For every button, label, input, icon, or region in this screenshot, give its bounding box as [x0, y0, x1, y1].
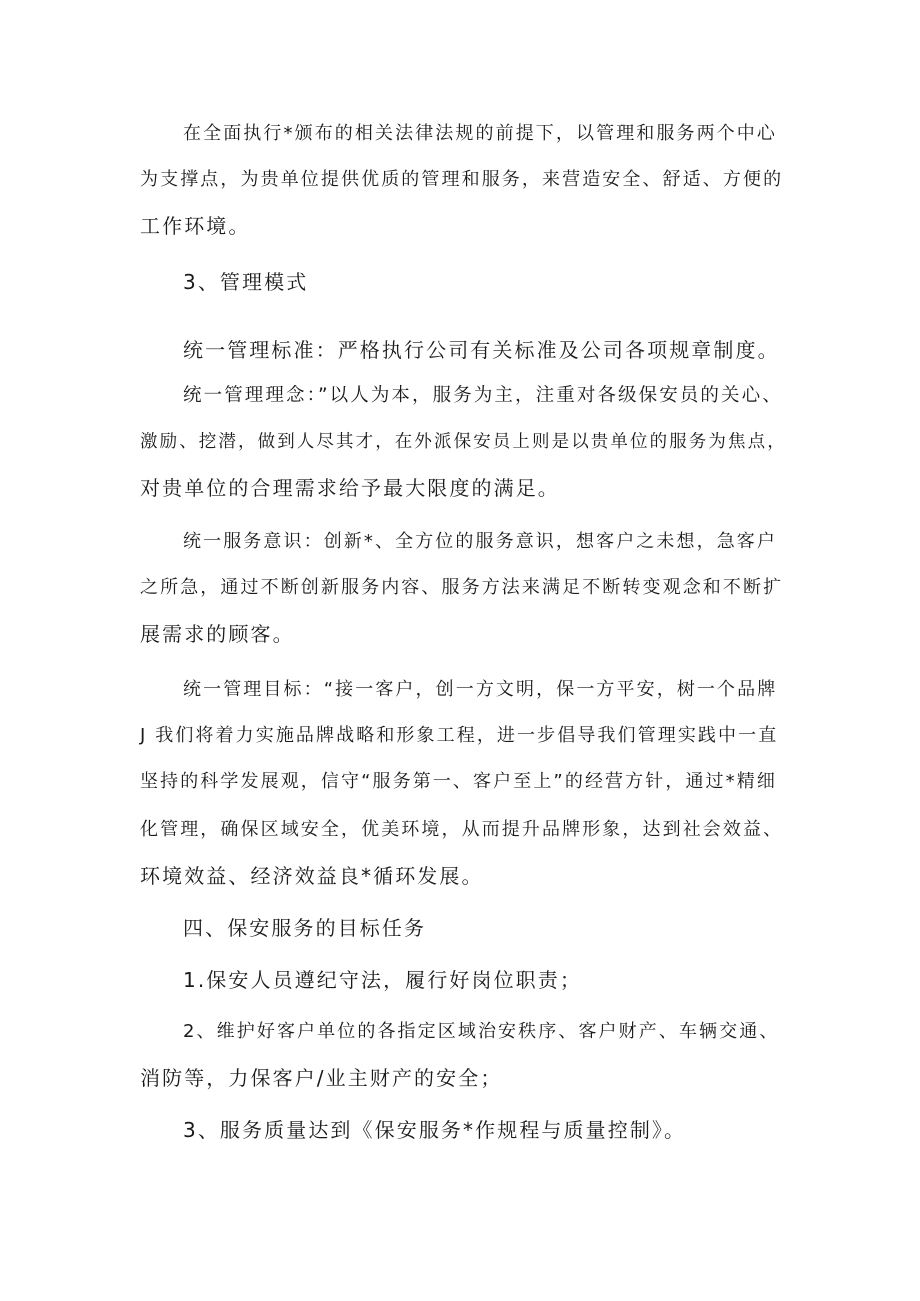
- task-2-line-1: 2、维护好客户单位的各指定区域治安秩序、客户财产、车辆交通、: [183, 1021, 780, 1042]
- unified-goal-line-5: 环境效益、经济效益良*循环发展。: [140, 864, 484, 888]
- unified-service-line-2: 之所急，通过不断创新服务内容、服务方法来满足不断转变观念和不断扩: [140, 577, 784, 598]
- unified-concept-line-2: 激励、挖潜，做到人尽其才，在外派保安员上则是以贵单位的服务为焦点，: [140, 432, 787, 452]
- section-heading-objectives: 四、保安服务的目标任务: [183, 916, 427, 940]
- unified-service-line-1: 统一服务意识：创新*、全方位的服务意识，想客户之未想，急客户: [183, 531, 777, 552]
- unified-goal-line-1: 统一管理目标：“接一客户，创一方文明，保一方平安，树一个品牌: [183, 679, 778, 700]
- section-heading-management-mode: 3、管理模式: [183, 270, 309, 294]
- unified-concept-line-3: 对贵单位的合理需求给予最大限度的满足。: [140, 476, 560, 500]
- unified-standard-line-1: 统一管理标准：严格执行公司有关标准及公司各项规章制度。: [183, 338, 780, 362]
- unified-goal-line-2: J 我们将着力实施品牌战略和形象工程，进一步倡导我们管理实践中一直: [140, 725, 779, 746]
- unified-goal-line-4: 化管理，确保区域安全，优美环境，从而提升品牌形象，达到社会效益、: [140, 819, 784, 840]
- unified-service-line-3: 展需求的顾客。: [140, 622, 295, 646]
- task-1-line-1: 1.保安人员遵纪守法，履行好岗位职责；: [183, 968, 582, 992]
- unified-goal-line-3: 坚持的科学发展观，信守“服务第一、客户至上”的经营方针，通过*精细: [140, 771, 777, 792]
- task-2-line-2: 消防等，力保客户/业主财产的安全；: [140, 1066, 503, 1090]
- intro-line-2: 为支撑点，为贵单位提供优质的管理和服务，来营造安全、舒适、方便的: [140, 169, 784, 190]
- intro-line-3: 工作环境。: [140, 214, 251, 238]
- unified-concept-line-1: 统一管理理念：”以人为本，服务为主，注重对各级保安员的关心、: [183, 385, 783, 406]
- task-3-line-1: 3、服务质量达到《保安服务*作规程与质量控制》。: [183, 1118, 687, 1142]
- intro-line-1: 在全面执行*颁布的相关法律法规的前提下，以管理和服务两个中心: [183, 123, 777, 144]
